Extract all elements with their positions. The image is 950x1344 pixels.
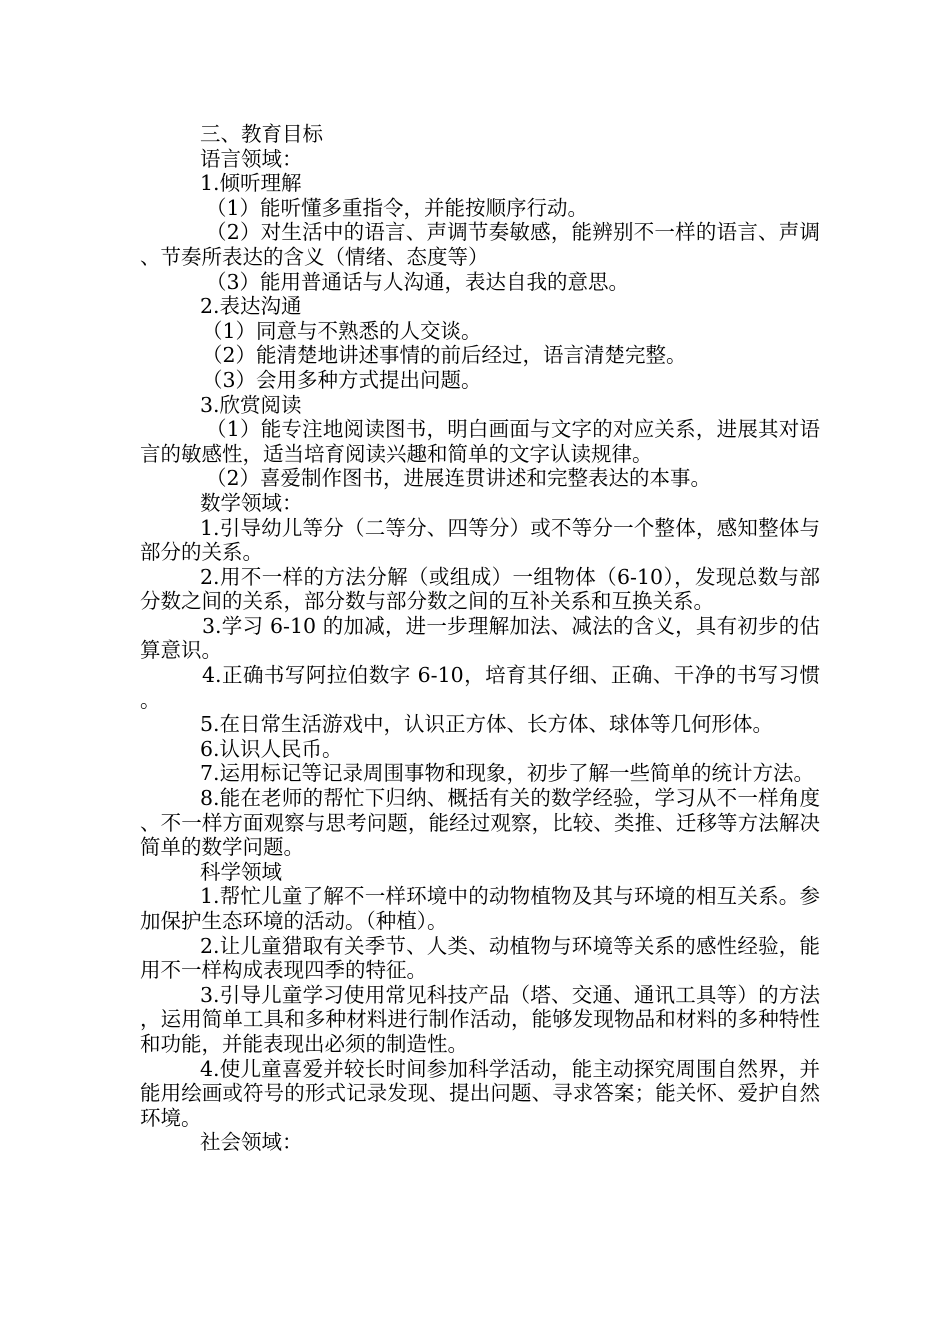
- language-sub2-title: 2.表达沟通: [200, 294, 302, 319]
- math-item: 8.能在老师的帮忙下归纳、概括有关的数学经验，学习从不一样角度、不一样方面观察与思考问题，能经过观察，比较、类推、迁移等方法解决简单的数学问题。: [140, 786, 820, 860]
- language-sub3-item: （1）能专注地阅读图书，明白画面与文字的对应关系，进展其对语言的敏感性，适当培育阅读兴趣和简单的文字认读规律。: [140, 417, 820, 466]
- language-sub2-item: （3）会用多种方式提出问题。: [202, 367, 482, 392]
- language-sub3-title: 3.欣赏阅读: [200, 392, 302, 417]
- language-sub1-item: （1）能听懂多重指令，并能按顺序行动。: [206, 195, 589, 220]
- language-sub3-item: （2）喜爱制作图书，进展连贯讲述和完整表达的本事。: [206, 466, 712, 491]
- math-item: 5.在日常生活游戏中，认识正方体、长方体、球体等几何形体。: [200, 712, 774, 737]
- language-sub2-item: （1）同意与不熟悉的人交谈。: [202, 318, 482, 343]
- language-sub1-item: （2）对生活中的语言、声调节奏敏感，能辨别不一样的语言、声调、节奏所表达的含义（情绪、态度等）: [140, 220, 820, 269]
- math-item: 6.认识人民币。: [200, 736, 343, 761]
- language-domain-heading: 语言领域：: [200, 146, 303, 171]
- science-domain-heading: 科学领域: [200, 859, 282, 884]
- math-item: 2.用不一样的方法分解（或组成）一组物体（6-10），发现总数与部分数之间的关系，部分数与部分数之间的互补关系和互换关系。: [140, 564, 820, 614]
- math-item: 1.引导幼儿等分（二等分、四等分）或不等分一个整体，感知整体与部分的关系。: [140, 515, 820, 565]
- math-domain-heading: 数学领域：: [200, 490, 303, 515]
- science-item: 1.帮忙儿童了解不一样环境中的动物植物及其与环境的相互关系。参加保护生态环境的活动。（种植）。: [140, 884, 820, 933]
- social-domain-heading: 社会领域：: [200, 1130, 303, 1155]
- section-title: 三、教育目标: [200, 122, 323, 146]
- language-sub1-title: 1.倾听理解: [200, 171, 302, 196]
- language-sub1-item: （3）能用普通话与人沟通，表达自我的意思。: [206, 269, 630, 294]
- document-body: [140, 122, 820, 1155]
- math-item: 7.运用标记等记录周围事物和现象，初步了解一些简单的统计方法。: [200, 761, 815, 786]
- science-item: 2.让儿童猎取有关季节、人类、动植物与环境等关系的感性经验，能用不一样构成表现四季的特征。: [140, 933, 820, 983]
- math-item: 3.学习 6-10 的加减，进一步理解加法、减法的含义，具有初步的估算意识。: [140, 613, 820, 663]
- science-item: 3.引导儿童学习使用常见科技产品（塔、交通、通讯工具等）的方法，运用简单工具和多种材料进行制作活动，能够发现物品和材料的多种特性和功能，并能表现出必须的制造性。: [140, 982, 820, 1056]
- language-sub2-item: （2）能清楚地讲述事情的前后经过，语言清楚完整。: [202, 343, 687, 368]
- math-item: 4.正确书写阿拉伯数字 6-10，培育其仔细、正确、干净的书写习惯。: [140, 663, 820, 712]
- science-item: 4.使儿童喜爱并较长时间参加科学活动，能主动探究周围自然界，并能用绘画或符号的形式记录发现、提出问题、寻求答案；能关怀、爱护自然环境。: [140, 1056, 820, 1130]
